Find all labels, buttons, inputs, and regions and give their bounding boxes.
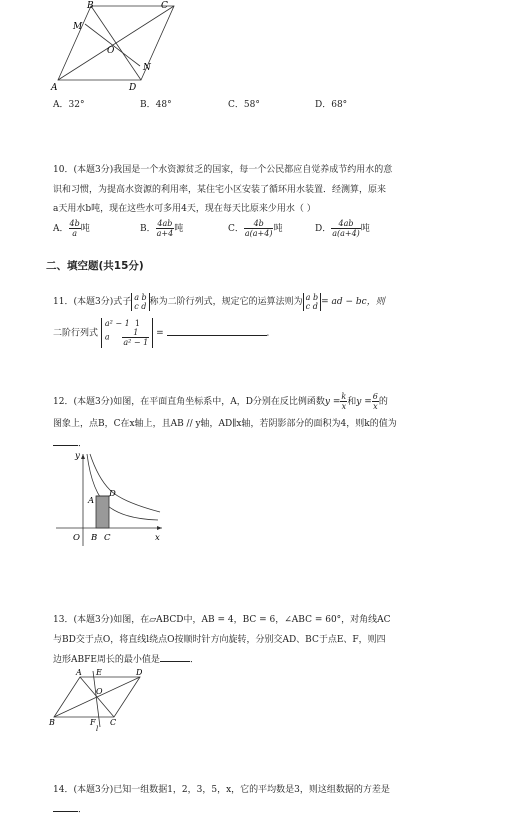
- q12-line1-text: 12．(本题3分)如图，在平面直角坐标系中，A，D分别在反比例函数: [53, 397, 325, 407]
- q10-option-d-den: a(a+4): [332, 229, 360, 238]
- q11-line2-prefix: 二阶行列式: [53, 328, 99, 339]
- q11-prefix: 11．(本题3分)式子: [53, 297, 132, 307]
- q12-fig-label-b: B: [91, 533, 98, 543]
- q13-fig-label-a: A: [76, 668, 82, 677]
- q10-option-a: [53, 219, 90, 238]
- q10-line2: 识和习惯，为提高水资源的利用率，某住宅小区安装了循环用水装置．经测算，原来: [53, 185, 387, 195]
- fig1-label-d: D: [129, 83, 137, 93]
- q13-fig-label-d: D: [136, 668, 143, 677]
- q12-line1: 12．(本题3分)如图，在平面直角坐标系中，A，D分别在反比例函数y = $\frac{k}{x}$ 和y = $\frac{6}{x}$ 的: [53, 392, 388, 411]
- figure-parallelogram-abcd: [48, 667, 148, 732]
- q11-rule: = ad − bc，则: [321, 297, 385, 307]
- q9-option-b: B．48°: [140, 100, 172, 110]
- q14-line2: ．: [53, 800, 87, 820]
- q9-option-c: C．58°: [228, 100, 260, 110]
- q11-end: ．: [266, 328, 276, 339]
- figure-coordinate-hyperbolas: [50, 448, 168, 548]
- q13-answer-blank[interactable]: [160, 661, 190, 662]
- q9-option-d: D．68°: [315, 100, 348, 110]
- q10-option-c: [228, 219, 282, 238]
- fig1-label-c: C: [161, 1, 168, 11]
- q13-line1: 13．(本题3分)如图，在▱ABCD中，AB = 4，BC = 6，∠ABC = 60°，对角线AC: [53, 615, 391, 625]
- q10-option-d-unit: 吨: [360, 224, 370, 234]
- q13-line2: 与BD交于点O，将直线l绕点O按顺时针方向旋转，分别交AD、BC于点E、F，则四: [53, 635, 386, 645]
- q10-option-a-unit: 吨: [80, 224, 90, 234]
- q10-line1: 10．(本题3分)我国是一个水资源贫乏的国家，每一个公民都应自觉养成节约用水的意: [53, 165, 393, 175]
- q12-fig-label-a: A: [88, 496, 95, 506]
- q10-option-b-unit: 吨: [174, 224, 184, 234]
- q11-mid: 称为二阶行列式，规定它的运算法则为: [149, 297, 303, 307]
- q10-option-b-num: 4ab: [157, 219, 173, 228]
- q12-fig-label-c: C: [104, 533, 111, 543]
- fig1-label-b: B: [87, 1, 94, 11]
- q10-option-a-den: a: [72, 229, 77, 238]
- fig1-label-o: O: [107, 46, 115, 56]
- q12-line3: ．: [53, 434, 87, 454]
- q12-fig-label-d: D: [109, 489, 116, 499]
- q11-determinant-rule: a b c d: [303, 293, 321, 311]
- q14-answer-blank[interactable]: [53, 811, 78, 812]
- q12-answer-blank[interactable]: [53, 445, 78, 446]
- q10-option-c-unit: 吨: [273, 224, 283, 234]
- q10-option-d-label: D．: [315, 224, 332, 234]
- q13-fig-label-e: E: [96, 668, 102, 677]
- q13-fig-label-l: l: [96, 725, 99, 732]
- fig1-label-m: M: [73, 22, 83, 32]
- q11-determinant-abcd: a b c d: [131, 293, 149, 311]
- q10-option-a-num: 4b: [69, 219, 80, 228]
- section-heading-fill-in: 二、填空题(共15分): [46, 260, 144, 272]
- q10-option-a-label: A．: [53, 224, 69, 234]
- q9-option-a: A．32°: [53, 100, 85, 110]
- q13-fig-label-o: O: [96, 687, 103, 696]
- q11-line2: [53, 318, 276, 348]
- q11-line2-suffix: =: [156, 328, 167, 339]
- q10-option-b-den: a+4: [156, 229, 174, 238]
- q10-option-b-label: B．: [140, 224, 156, 234]
- q13-fig-label-c: C: [110, 718, 117, 727]
- q14-line1: 14．(本题3分)已知一组数据1，2，3，5，x，它的平均数是3，则这组数据的方差是: [53, 785, 390, 795]
- q13-line3: 边形ABFE周长的最小值是 ．: [53, 655, 199, 665]
- q12-fig-label-y: y: [75, 451, 80, 461]
- figure-parallelogram-mn: [48, 0, 183, 95]
- q11-determinant-given: a² − 1 1 a $\frac{1}{\text{a² − 1}}$: [101, 318, 153, 348]
- q12-line2: 图象上，点B，C在x轴上，且AB // y轴，AD∥x轴，若阴影部分的面积为4，则k的值为: [53, 419, 397, 429]
- q10-option-d: [315, 219, 370, 238]
- q10-option-c-den: a(a+4): [244, 229, 273, 238]
- q11-line1: [53, 292, 518, 312]
- q10-option-c-num: 4b: [244, 219, 274, 229]
- fig1-label-n: N: [143, 63, 151, 73]
- q10-option-d-num: 4ab: [331, 219, 361, 229]
- q12-fig-label-x: x: [155, 533, 160, 543]
- fig1-label-a: A: [51, 83, 58, 93]
- q13-fig-label-b: B: [49, 718, 55, 727]
- q12-fig-label-o: O: [73, 533, 80, 543]
- q13-fig-label-f: F: [90, 718, 96, 727]
- q10-option-b: [140, 219, 183, 238]
- q11-answer-blank[interactable]: [167, 335, 267, 336]
- q10-option-c-label: C．: [228, 224, 244, 234]
- q10-line3: a天用水b吨，现在这些水可多用4天，现在每天比原来少用水（ ）: [53, 204, 316, 214]
